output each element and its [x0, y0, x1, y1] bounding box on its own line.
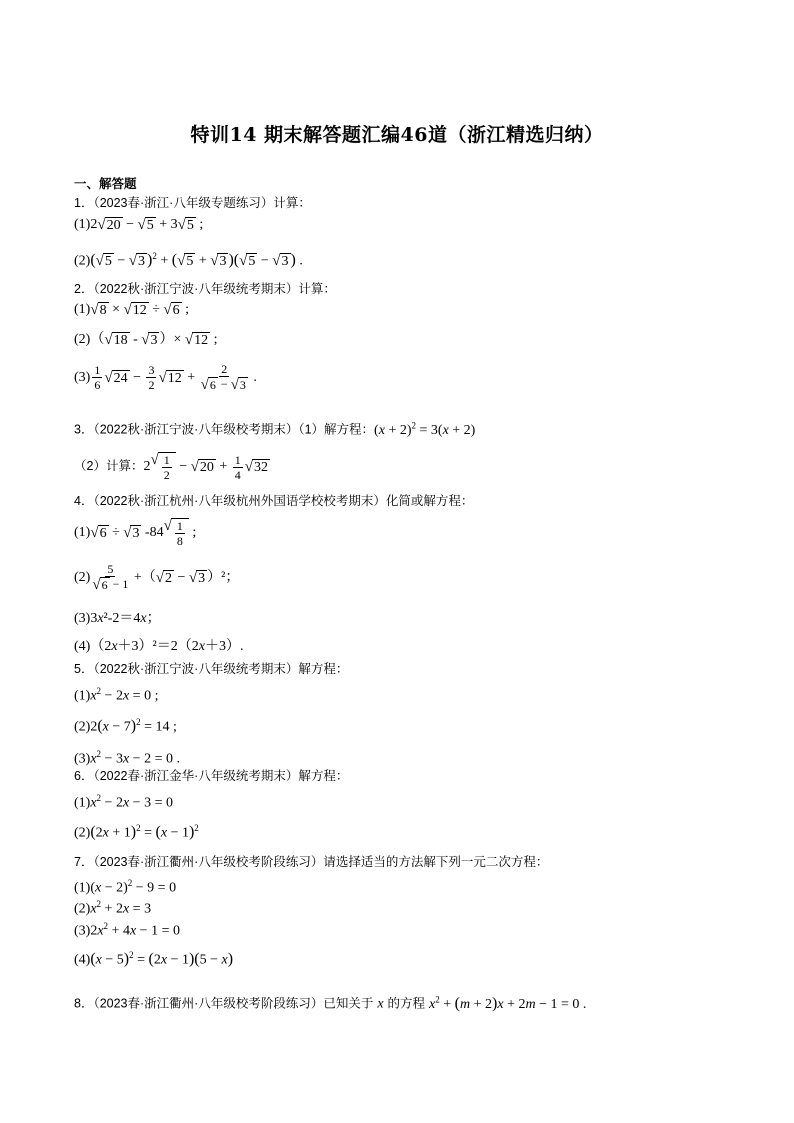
problem-4-part-1: (1) √ 6 ÷ √ 3 -84 √ $\frac{1}{8}$ ;: [74, 518, 197, 548]
problem-4-part-2: (2) 5 √ 6 − 1 +（ √ 2 − √ 3 ）²；: [74, 562, 240, 594]
problem-4-part-3: (3)3x²-2＝4x；: [74, 611, 161, 626]
problem-1-part-2: (2)( √ 5 − √ 3 )$^2$ + ( √ 5 + √ 3 )( √ 5 − √ 3 ) .: [74, 251, 303, 270]
problem-6-part-1: $(1)x^2 - 2x - 3 = 0$: [74, 793, 173, 811]
problem-5-header: 5．（2022秋·浙江宁波·八年级统考期末）解方程：: [74, 662, 349, 676]
problem-2-part-3: (3) $\frac{1}{6}$ √ 24 − $\frac{3}{2}$ √ 12 + 2 √ 6 − √ 3 .: [74, 362, 257, 394]
page-title: 特训14 期末解答题汇编46道（浙江精选归纳）: [190, 124, 604, 146]
problem-7-part-1: $(1)(x - 2)^2 - 9 = 0$: [74, 878, 177, 896]
problem-6-header: 6．（2022春·浙江金华·八年级统考期末）解方程：: [74, 769, 349, 783]
problem-3-header-text: 3．（2022秋·浙江宁波·八年级校考期末）（1）解方程：: [74, 422, 375, 437]
problem-4-header: 4．（2022秋·浙江杭州·八年级杭州外国语学校校考期末）化简或解方程：: [74, 494, 474, 508]
problem-5-part-2: $(2)2(x - 7)^2 = 14$ ;: [74, 717, 177, 735]
problem-7-header: 7．（2023春·浙江衢州·八年级校考阶段练习）请选择适当的方法解下列一元二次方程：: [74, 855, 549, 869]
problem-1-part-1: (1)2 √ 20 − √ 5 + 3 √ 5 ;: [74, 216, 204, 233]
problem-7-part-4: $(4)(x - 5)^2 = (2x - 1)(5 - x)$: [74, 950, 234, 968]
problem-8-header-mid: 的方程: [387, 996, 426, 1011]
problem-8-header-text: 8．（2023春·浙江衢州·八年级校考阶段练习）已知关于: [74, 996, 374, 1011]
problem-7-part-2: $(2)x^2 + 2x = 3$: [74, 899, 152, 917]
problem-6-part-2: $(2)(2x + 1)^2 = (x - 1)^2$: [74, 823, 199, 841]
problem-2-part-1: (1) √ 8 × √ 12 ÷ √ 6 ;: [74, 301, 190, 318]
problem-3-header: 3．（2022秋·浙江宁波·八年级校考期末）（1）解方程：$(x + 2)^2 = 3(x + 2)$: [74, 420, 476, 438]
problem-4-part-4: (4)（2x＋3）²＝2（2x＋3）.: [74, 639, 244, 654]
section-heading: 一、解答题: [74, 176, 137, 191]
problem-1-header: 1．（2023春·浙江·八年级专题练习）计算：: [74, 196, 311, 210]
problem-2-header: 2．（2022秋·浙江宁波·八年级统考期末）计算：: [74, 282, 336, 296]
problem-3-part-2-label: （2）计算：: [74, 459, 144, 474]
problem-5-part-3: $(3)x^2 - 3x - 2 = 0$ .: [74, 749, 180, 767]
problem-2-part-2: (2)（ √ 18 - √ 3 ）× √ 12 ;: [74, 331, 218, 348]
problem-8-header: 8．（2023春·浙江衢州·八年级校考阶段练习）已知关于 x 的方程 $x^2 + (m + 2)x + 2m - 1 = 0$ .: [74, 994, 587, 1012]
problem-7-part-3: $(3)2x^2 + 4x - 1 = 0$: [74, 921, 180, 939]
problem-3-part-2: （2）计算：2 √ $\frac{1}{2}$ − √ 20 + $\frac{1}{4}$ √ 32: [74, 452, 268, 482]
problem-5-part-1: $(1)x^2 - 2x = 0$ ;: [74, 686, 159, 704]
